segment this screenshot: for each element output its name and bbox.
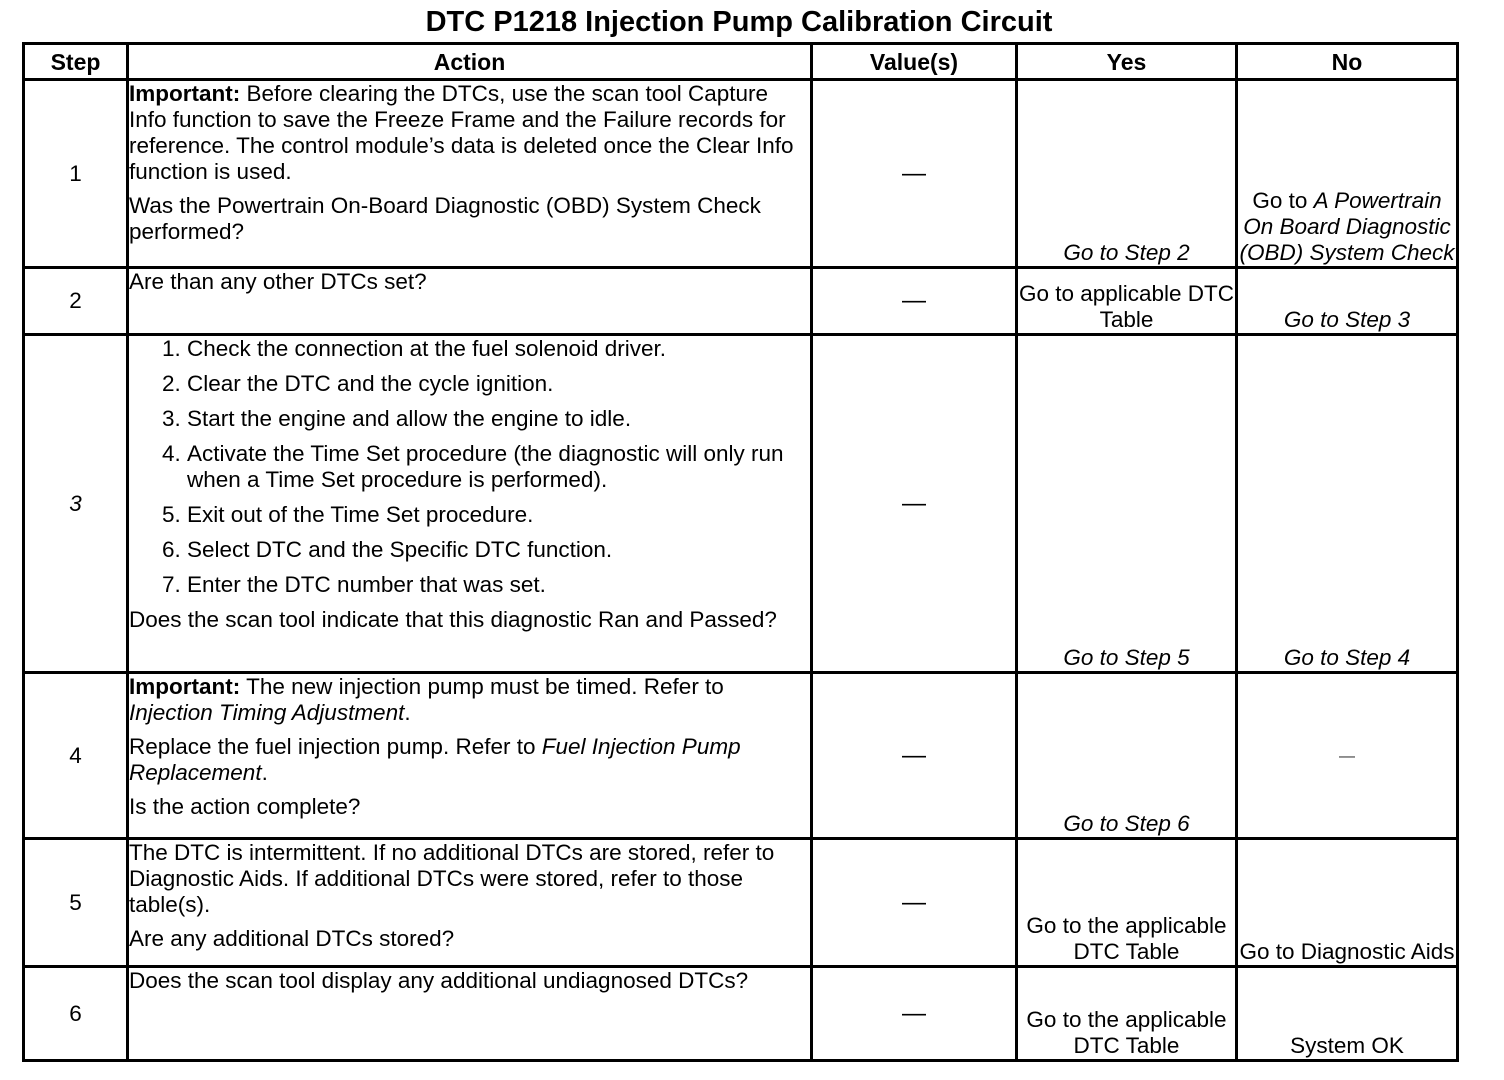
value-dash: — [902,888,926,916]
no-text: System OK [1290,1033,1404,1058]
header-step: Step [24,44,128,80]
important-text: Before clearing the DTCs, use the scan tool Capture Info function to save the Freeze Frame and the Failure records for reference. The control module’s data is deleted once the Clear Info function is used. [129,81,794,184]
yes-text: Go to applicable DTC Table [1018,281,1235,332]
no-cell [1237,268,1458,335]
question-text: Does the scan tool display any additional undiagnosed DTCs? [129,968,749,993]
yes-cell [1017,80,1237,268]
no-cell [1237,80,1458,268]
value-dash: — [902,999,926,1027]
action-cell [128,673,812,839]
value-dash: — [902,489,926,517]
procedure-list [129,336,810,598]
question-text: Are any additional DTCs stored? [129,926,455,951]
value-cell [812,839,1017,967]
value-cell [812,268,1017,335]
table-row [24,268,1458,335]
action-cell [128,335,812,673]
no-text: Go to Step 3 [1283,307,1411,332]
diagnostic-table [22,42,1459,1062]
replace-text: Replace the fuel injection pump. Refer to [129,734,542,759]
step-number: 6 [24,967,128,1061]
table-row [24,673,1458,839]
action-cell [128,80,812,268]
no-cell [1237,335,1458,673]
list-item: 7. Enter the DTC number that was set. [187,572,810,598]
header-action: Action [128,44,812,80]
question-text: Are than any other DTCs set? [129,269,427,294]
no-text: Go to Diagnostic Aids [1239,939,1455,964]
header-row [24,44,1458,80]
important-note [129,674,810,726]
table-row [24,839,1458,967]
value-dash: — [902,287,926,314]
important-note [129,81,810,185]
yes-cell [1017,268,1237,335]
action-cell [128,839,812,967]
step-number: 3 [24,335,128,673]
value-cell [812,80,1017,268]
list-item: 1. Check the connection at the fuel solenoid driver. [187,336,810,362]
table-row [24,335,1458,673]
step-number: 1 [24,80,128,268]
no-cell [1237,839,1458,967]
header-values: Value(s) [812,44,1017,80]
question-text: Was the Powertrain On-Board Diagnostic (OBD) System Check performed? [129,193,761,244]
punctuation: . [261,760,268,785]
value-cell [812,335,1017,673]
yes-text: Go to Step 5 [1063,645,1190,670]
yes-text: Go to the applicable DTC Table [1026,1007,1227,1058]
reference-text: Injection Timing Adjustment [129,700,405,725]
header-no: No [1237,44,1458,80]
list-item: 6. Select DTC and the Specific DTC function. [187,537,810,563]
yes-cell [1017,673,1237,839]
action-cell [128,967,812,1061]
value-cell [812,967,1017,1061]
no-cell [1237,673,1458,839]
important-label: Important: [129,81,241,106]
value-dash: — [902,159,926,187]
important-label: Important: [129,674,241,699]
step-number: 5 [24,839,128,967]
table-row [24,967,1458,1061]
value-dash: — [902,741,926,769]
no-cell [1237,967,1458,1061]
punctuation: . [404,700,411,725]
no-dash: — [1339,748,1355,765]
no-text: Go to Step 4 [1283,645,1411,670]
question-text: Is the action complete? [129,794,361,819]
list-item: 2. Clear the DTC and the cycle ignition. [187,371,810,397]
value-cell [812,673,1017,839]
header-yes: Yes [1017,44,1237,80]
description-text: The DTC is intermittent. If no additional DTCs are stored, refer to Diagnostic Aids. If additional DTCs were stored, refer to those table(s). [129,840,775,917]
yes-text: Go to Step 2 [1063,240,1190,265]
action-cell [128,268,812,335]
list-item: 3. Start the engine and allow the engine to idle. [187,406,810,432]
step-number: 2 [24,268,128,335]
yes-text: Go to the applicable DTC Table [1026,913,1227,964]
yes-cell [1017,839,1237,967]
important-text: The new injection pump must be timed. Refer to [240,674,724,699]
table-row [24,80,1458,268]
yes-cell [1017,967,1237,1061]
step-number: 4 [24,673,128,839]
no-link-text: A Powertrain On Board Diagnostic (OBD) System Check [1239,188,1455,265]
no-prefix: Go to [1252,188,1314,213]
reference-text: Fuel Injection Pump Replacement [129,734,741,785]
question-text: Does the scan tool indicate that this diagnostic Ran and Passed? [129,607,777,632]
list-item: 5. Exit out of the Time Set procedure. [187,502,810,528]
yes-text: Go to Step 6 [1063,811,1190,836]
list-item: 4. Activate the Time Set procedure (the diagnostic will only run when a Time Set procedure is performed). [187,441,810,493]
instruction-text [129,734,810,786]
page-title: DTC P1218 Injection Pump Calibration Circuit [425,6,1053,38]
yes-cell [1017,335,1237,673]
